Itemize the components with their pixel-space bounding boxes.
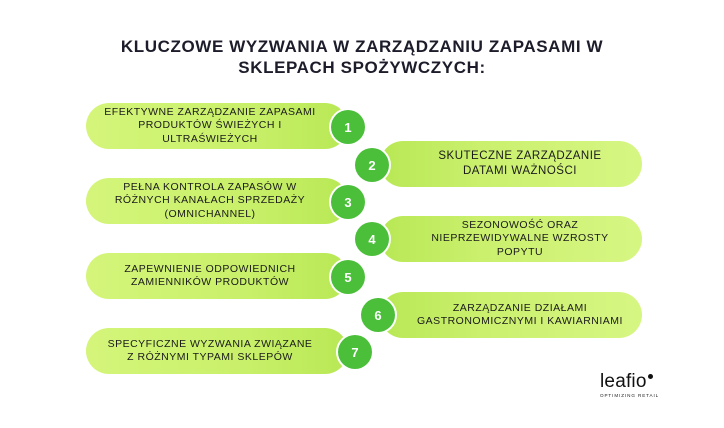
challenge-number-5: 5 xyxy=(331,260,365,294)
challenge-number-6: 6 xyxy=(361,298,395,332)
title-line-2: SKLEPACH SPOŻYWCZYCH: xyxy=(238,58,486,77)
challenge-3-line-2: RÓŻNYCH KANAŁACH SPRZEDAŻY xyxy=(114,194,306,207)
challenge-1-line-3: ULTRAŚWIEŻYCH xyxy=(162,132,258,145)
challenge-number-3: 3 xyxy=(331,185,365,219)
challenge-2-line-2: DATAMI WAŻNOŚCI xyxy=(463,165,577,177)
logo-wordmark xyxy=(600,372,670,392)
challenge-1-line-1: EFEKTYWNE ZARZĄDZANIE ZAPASAMI xyxy=(104,105,316,118)
leafio-logo xyxy=(600,372,670,398)
logo-tagline: OPTIMIZING RETAIL xyxy=(600,393,660,398)
challenge-4-line-3: POPYTU xyxy=(496,245,544,258)
challenge-pill-3 xyxy=(86,178,348,224)
challenge-5-line-2: ZAMIENNIKÓW PRODUKTÓW xyxy=(130,276,290,288)
challenge-1-line-2: PRODUKTÓW ŚWIEŻYCH I xyxy=(138,119,282,132)
challenge-number-2: 2 xyxy=(355,148,389,182)
challenge-6-line-1: ZARZĄDZANIE DZIAŁAMI xyxy=(452,301,588,314)
logo-wordmark-text: leafio xyxy=(600,371,647,392)
challenge-pill-2 xyxy=(380,141,642,187)
challenge-2-line-1: SKUTECZNE ZARZĄDZANIE xyxy=(438,150,602,162)
title-line-1: KLUCZOWE WYZWANIA W ZARZĄDZANIU ZAPASAMI W xyxy=(120,37,604,56)
challenge-7-line-1: SPECYFICZNE WYZWANIA ZWIĄZANE xyxy=(107,337,313,350)
challenge-number-4: 4 xyxy=(355,222,389,256)
challenge-6-line-2: GASTRONOMICZNYMI I KAWIARNIAMI xyxy=(417,315,623,327)
page-title xyxy=(0,36,724,78)
challenge-3-line-3: (OMNICHANNEL) xyxy=(164,207,256,220)
challenge-pill-5 xyxy=(86,253,348,299)
challenge-pill-7 xyxy=(86,328,348,374)
challenge-pill-1 xyxy=(86,103,348,149)
challenge-5-line-1: ZAPEWNIENIE ODPOWIEDNICH xyxy=(124,262,296,275)
logo-dot-icon xyxy=(648,374,653,379)
challenge-4-line-2: NIEPRZEWIDYWALNE WZROSTY xyxy=(431,232,609,245)
challenge-pill-6 xyxy=(380,292,642,338)
challenge-number-7: 7 xyxy=(338,335,372,369)
challenge-number-1: 1 xyxy=(331,110,365,144)
challenge-3-line-1: PEŁNA KONTROLA ZAPASÓW W xyxy=(123,180,297,193)
challenge-4-line-1: SEZONOWOŚĆ ORAZ xyxy=(461,218,579,231)
challenge-pill-4 xyxy=(380,216,642,262)
challenge-7-line-2: Z RÓŻNYMI TYPAMI SKLEPÓW xyxy=(127,351,293,363)
